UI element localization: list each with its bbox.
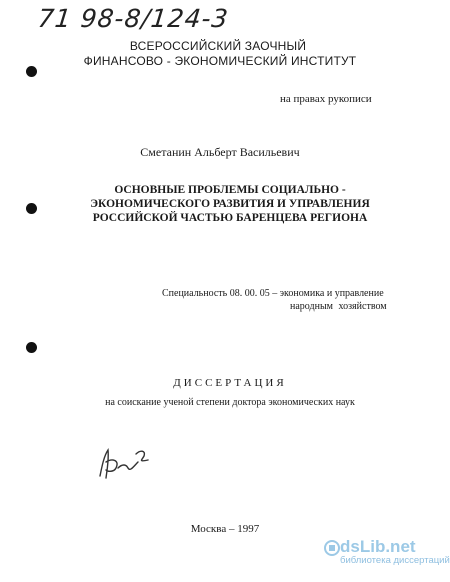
title-line-1: ОСНОВНЫЕ ПРОБЛЕМЫ СОЦИАЛЬНО - xyxy=(114,184,346,196)
specialty-line-1: Специальность 08. 00. 05 – экономика и управление xyxy=(162,288,384,299)
degree-statement: на соискание ученой степени доктора экономических наук xyxy=(105,397,355,408)
title-line-3: РОССИЙСКОЙ ЧАСТЬЮ БАРЕНЦЕВА РЕГИОНА xyxy=(92,212,368,224)
watermark xyxy=(340,537,450,566)
punch-hole xyxy=(26,203,37,214)
institution-line-1: ВСЕРОССИЙСКИЙ ЗАОЧНЫЙ xyxy=(129,39,307,53)
institution-line-2: ФИНАНСОВО - ЭКОНОМИЧЕСКИЙ ИНСТИТУТ xyxy=(83,54,357,68)
punch-hole xyxy=(26,342,37,353)
dslib-logo-icon xyxy=(324,540,340,556)
handwritten-signature xyxy=(92,440,162,482)
title-line-2: ЭКОНОМИЧЕСКОГО РАЗВИТИЯ И УПРАВЛЕНИЯ xyxy=(90,198,370,210)
manuscript-rights-note: на правах рукописи xyxy=(280,93,372,105)
archive-code: 71 98-8/124-3 xyxy=(36,4,231,33)
document-type: ДИССЕРТАЦИЯ xyxy=(173,377,287,389)
watermark-subtitle: библиотека диссертаций xyxy=(340,555,450,566)
watermark-site: dsLib.net xyxy=(340,537,416,556)
author-name: Сметанин Альберт Васильевич xyxy=(140,145,300,159)
city-year: Москва – 1997 xyxy=(190,523,260,535)
punch-hole xyxy=(26,66,37,77)
specialty-line-2: народным хозяйством xyxy=(290,301,387,312)
dissertation-title xyxy=(50,183,410,225)
